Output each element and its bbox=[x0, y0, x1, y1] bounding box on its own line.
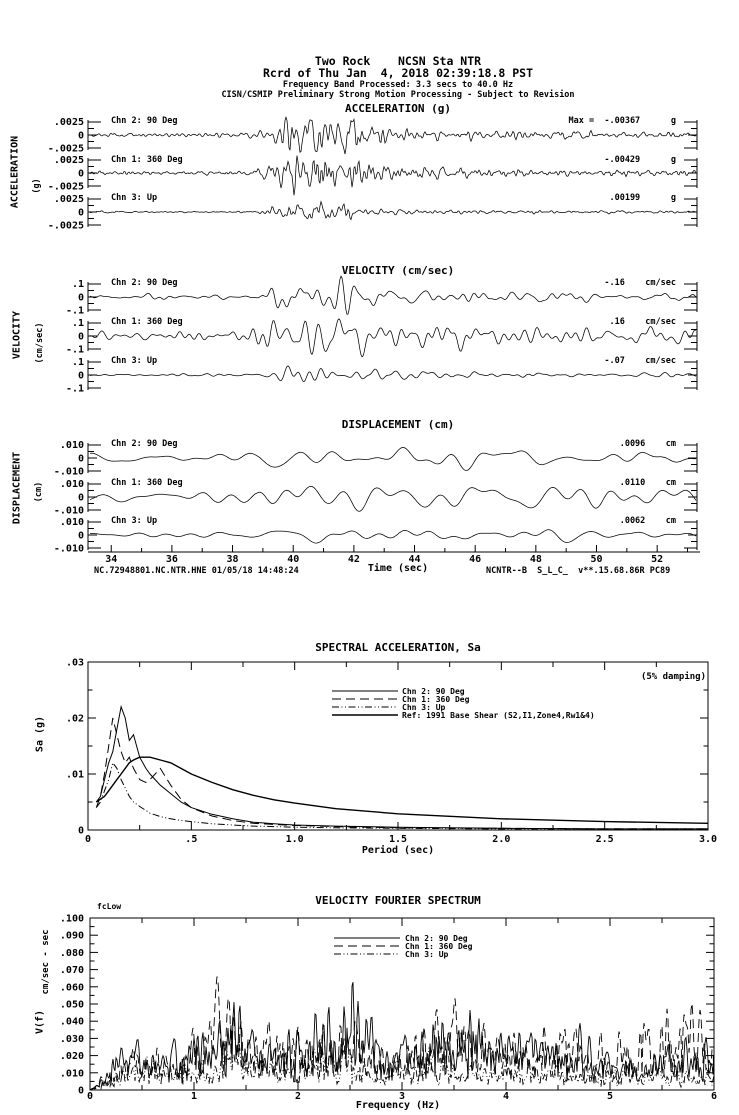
svg-text:-.010: -.010 bbox=[53, 543, 84, 555]
svg-text:.0025: .0025 bbox=[53, 117, 84, 128]
svg-text:2.0: 2.0 bbox=[492, 834, 511, 845]
sa-legend-ref: Ref: 1991 Base Shear (S2,I1,Zone4,Rw1&4) bbox=[402, 711, 595, 720]
disp-channel-1-peak: .0110 cm bbox=[619, 478, 676, 488]
svg-text:0: 0 bbox=[77, 453, 84, 465]
fourier-legend-chn3: Chn 3: Up bbox=[405, 950, 449, 959]
vel-channel-2-peak: -.16 cm/sec bbox=[604, 278, 676, 288]
svg-text:.010: .010 bbox=[59, 517, 84, 528]
svg-text:.03: .03 bbox=[65, 657, 84, 669]
svg-text:1.0: 1.0 bbox=[285, 834, 304, 845]
svg-text:2.5: 2.5 bbox=[595, 834, 614, 845]
accel-channel-3-peak: .00199 g bbox=[609, 193, 676, 203]
svg-text:0: 0 bbox=[77, 492, 84, 504]
disp-channel-2-peak: .0096 cm bbox=[619, 439, 676, 449]
velocity-axis-label: VELOCITY bbox=[11, 310, 23, 360]
svg-text:40: 40 bbox=[287, 554, 300, 565]
frequency-band-note: Frequency Band Processed: 3.3 secs to 40.0 Hz bbox=[282, 80, 514, 90]
svg-text:.030: .030 bbox=[59, 1033, 84, 1045]
vel-channel-3-label: Chn 3: Up bbox=[111, 356, 158, 366]
svg-text:50: 50 bbox=[590, 554, 603, 565]
velocity-axis-unit: (cm/sec) bbox=[35, 322, 45, 364]
svg-text:-.1: -.1 bbox=[65, 344, 84, 356]
svg-text:0: 0 bbox=[77, 1085, 84, 1097]
accel-channel-2-label: Chn 2: 90 Deg bbox=[111, 116, 178, 126]
fourier-y-units-label: cm/sec - sec bbox=[41, 929, 51, 995]
frequency-axis-label: Frequency (Hz) bbox=[355, 1100, 441, 1111]
vel-channel-1-label: Chn 1: 360 Deg bbox=[111, 317, 183, 327]
disp-channel-1-label: Chn 1: 360 Deg bbox=[111, 478, 183, 488]
time-axis-label: Time (sec) bbox=[367, 563, 429, 574]
svg-text:3: 3 bbox=[398, 1091, 406, 1102]
svg-text:.1: .1 bbox=[71, 279, 84, 290]
svg-text:-.0025: -.0025 bbox=[47, 143, 84, 155]
svg-text:.01: .01 bbox=[65, 769, 84, 781]
disp-channel-2-label: Chn 2: 90 Deg bbox=[111, 439, 178, 449]
svg-text:-.0025: -.0025 bbox=[47, 181, 84, 193]
svg-text:34: 34 bbox=[105, 554, 118, 565]
fc-low-annotation: fcLow bbox=[97, 902, 122, 911]
svg-text:-.010: -.010 bbox=[53, 505, 84, 517]
fourier-y-axis-label: V(f) bbox=[34, 1009, 46, 1035]
accel-channel-1-label: Chn 1: 360 Deg bbox=[111, 155, 183, 165]
station-title: Two Rock NCSN Sta NTR bbox=[314, 54, 482, 68]
period-axis-label: Period (sec) bbox=[361, 845, 435, 856]
svg-text:1: 1 bbox=[190, 1091, 198, 1102]
acceleration-axis-unit: (g) bbox=[32, 178, 42, 194]
svg-text:.080: .080 bbox=[59, 947, 84, 959]
svg-text:0: 0 bbox=[77, 207, 84, 219]
svg-text:0: 0 bbox=[77, 331, 84, 343]
svg-text:0: 0 bbox=[77, 130, 84, 142]
svg-text:.5: .5 bbox=[185, 834, 198, 845]
svg-text:.010: .010 bbox=[59, 479, 84, 490]
displacement-axis-unit: (cm) bbox=[34, 481, 44, 503]
svg-text:0: 0 bbox=[77, 292, 84, 304]
svg-text:46: 46 bbox=[469, 554, 482, 565]
acceleration-axis-label: ACCELERATION bbox=[9, 135, 21, 209]
fourier-legend-chn2: Chn 2: 90 Deg bbox=[405, 934, 468, 943]
svg-text:42: 42 bbox=[347, 554, 360, 565]
record-datetime: Rcrd of Thu Jan 4, 2018 02:39:18.8 PST bbox=[262, 66, 534, 80]
disp-channel-3-label: Chn 3: Up bbox=[111, 516, 158, 526]
svg-text:48: 48 bbox=[529, 554, 542, 565]
svg-text:0: 0 bbox=[86, 1091, 94, 1102]
sa-legend-chn1: Chn 1: 360 Deg bbox=[402, 695, 470, 704]
sa-legend-chn2: Chn 2: 90 Deg bbox=[402, 687, 465, 696]
svg-text:6: 6 bbox=[710, 1091, 718, 1102]
processing-id-footer: NCNTR--B S_L_C_ v**.15.68.86R PC89 bbox=[486, 566, 671, 576]
processing-note: CISN/CSMIP Preliminary Strong Motion Processing - Subject to Revision bbox=[221, 90, 575, 100]
svg-text:.1: .1 bbox=[71, 357, 84, 368]
svg-text:.040: .040 bbox=[59, 1016, 84, 1028]
vel-channel-2-label: Chn 2: 90 Deg bbox=[111, 278, 178, 288]
svg-text:.070: .070 bbox=[59, 965, 84, 977]
svg-text:.020: .020 bbox=[59, 1051, 84, 1063]
svg-text:5: 5 bbox=[606, 1091, 614, 1102]
svg-text:.100: .100 bbox=[59, 913, 84, 925]
velocity-panel-title: VELOCITY (cm/sec) bbox=[341, 264, 455, 277]
sa-plot-title: SPECTRAL ACCELERATION, Sa bbox=[315, 641, 481, 654]
svg-text:44: 44 bbox=[408, 554, 421, 565]
svg-text:36: 36 bbox=[165, 554, 178, 565]
accel-channel-1-peak: -.00429 g bbox=[604, 155, 676, 165]
svg-text:52: 52 bbox=[651, 554, 664, 565]
svg-text:0: 0 bbox=[77, 825, 84, 837]
svg-text:-.1: -.1 bbox=[65, 305, 84, 317]
displacement-axis-label: DISPLACEMENT bbox=[11, 451, 23, 525]
svg-text:1.5: 1.5 bbox=[388, 834, 408, 845]
acceleration-panel-title: ACCELERATION (g) bbox=[345, 102, 451, 115]
fourier-plot-title: VELOCITY FOURIER SPECTRUM bbox=[315, 894, 481, 907]
svg-text:-.0025: -.0025 bbox=[47, 220, 84, 232]
svg-text:0: 0 bbox=[77, 530, 84, 542]
svg-text:.02: .02 bbox=[65, 713, 84, 725]
svg-text:.0025: .0025 bbox=[53, 155, 84, 166]
svg-text:2: 2 bbox=[294, 1091, 302, 1102]
svg-text:0: 0 bbox=[77, 168, 84, 180]
svg-text:-.1: -.1 bbox=[65, 383, 84, 395]
vel-channel-1-peak: .16 cm/sec bbox=[609, 317, 676, 327]
svg-text:.1: .1 bbox=[71, 318, 84, 329]
svg-text:.0025: .0025 bbox=[53, 194, 84, 205]
record-id-footer: NC.72948801.NC.NTR.HNE 01/05/18 14:48:24 bbox=[94, 566, 299, 576]
svg-text:4: 4 bbox=[502, 1091, 510, 1102]
svg-text:.010: .010 bbox=[59, 1068, 84, 1080]
svg-text:.010: .010 bbox=[59, 440, 84, 451]
svg-text:-.010: -.010 bbox=[53, 466, 84, 478]
svg-text:38: 38 bbox=[226, 554, 239, 565]
sa-y-axis-label: Sa (g) bbox=[34, 715, 46, 753]
disp-channel-3-peak: .0062 cm bbox=[619, 516, 676, 526]
accel-channel-2-peak: Max = -.00367 g bbox=[568, 116, 676, 126]
svg-text:.050: .050 bbox=[59, 999, 84, 1011]
svg-text:0: 0 bbox=[77, 370, 84, 382]
svg-text:.090: .090 bbox=[59, 930, 84, 942]
svg-text:0: 0 bbox=[84, 834, 92, 845]
displacement-panel-title: DISPLACEMENT (cm) bbox=[341, 418, 455, 431]
svg-text:.060: .060 bbox=[59, 982, 84, 994]
damping-note: (5% damping) bbox=[640, 672, 706, 682]
vel-channel-3-peak: -.07 cm/sec bbox=[604, 356, 676, 366]
sa-legend-chn3: Chn 3: Up bbox=[402, 703, 446, 712]
svg-text:3.0: 3.0 bbox=[698, 834, 718, 845]
accel-channel-3-label: Chn 3: Up bbox=[111, 193, 158, 203]
fourier-legend-chn1: Chn 1: 360 Deg bbox=[405, 942, 473, 951]
